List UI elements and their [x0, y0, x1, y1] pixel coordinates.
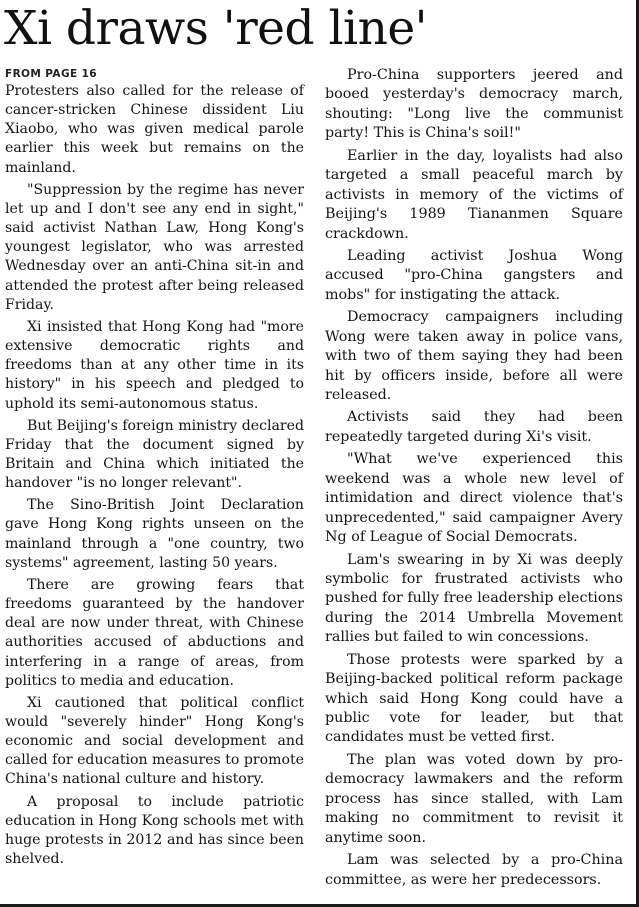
paragraph: Democracy campaigners including Wong were taken away in police vans, with two of them saying they had been hit by officers inside, before all were released. [325, 309, 623, 403]
paragraph: Xi insisted that Hong Kong had "more extensive democratic rights and freedoms than at any other time in its history" in his speech and pledged to uphold its semi-autonomous status. [5, 318, 304, 412]
paragraph: Activists said they had been repeatedly targeted during Xi's visit. [325, 409, 623, 445]
continued-from-label: FROM PAGE 16 [5, 68, 98, 80]
paragraph: "What we've experienced this weekend was a whole new level of intimidation and direct violence that's unprecedented," said campaigner Avery Ng of League of Social Democrats. [325, 451, 623, 546]
paragraph: Protesters also called for the release of cancer-stricken Chinese dissident Liu Xiaobo, who was given medical parole earlier this week but remains on the mainland. [5, 83, 304, 176]
paragraph: Leading activist Joshua Wong accused "pro-China gangsters and mobs" for instigating the attack. [325, 247, 623, 303]
paragraph: There are growing fears that freedoms guaranteed by the handover deal are now under threat, with Chinese authorities accused of abductions and interfering in a range of areas, from politics to media and education. [5, 576, 304, 689]
paragraph: The Sino-British Joint Declaration gave Hong Kong rights unseen on the mainland through a "one country, two systems" agreement, lasting 50 years. [5, 497, 304, 571]
right-column [325, 66, 623, 893]
headline: Xi draws 'red line' [4, 1, 428, 56]
paragraph: A proposal to include patriotic education in Hong Kong schools met with huge protests in 2012 and has since been shelved. [5, 793, 304, 868]
paragraph: The plan was voted down by pro-democracy lawmakers and the reform process has since stalled, with Lam making no commitment to revisit it anytime soon. [325, 751, 623, 846]
paragraph: Lam was selected by a pro-China committee, as were her predecessors. [325, 852, 623, 888]
paragraph: But Beijing's foreign ministry declared Friday that the document signed by Britain and China which initiated the handover "is no longer relevant". [5, 417, 305, 492]
paragraph: Lam's swearing in by Xi was deeply symbolic for frustrated activists who pushed for fully free leadership elections during the 2014 Umbrella Movement rallies but failed to win concessions. [325, 551, 623, 646]
paragraph: "Suppression by the regime has never let up and I don't see any end in sight," said activist Nathan Law, Hong Kong's youngest legislator, who was arrested Wednesday over an anti-China sit-in and attended the protest after being released Friday. [5, 181, 304, 313]
paragraph: Xi cautioned that political conflict would "severely hinder" Hong Kong's economic and social development and called for education measures to promote China's national culture and history. [5, 694, 304, 788]
left-column [5, 66, 304, 872]
paragraph: Those protests were sparked by a Beijing-backed political reform package which said Hong Kong could have a public vote for leader, but that candidates must be vetted first. [325, 651, 623, 746]
paragraph: Pro-China supporters jeered and booed yesterday's democracy march, shouting: "Long live the communist party! This is China's soil!" [325, 67, 623, 142]
paragraph: Earlier in the day, loyalists had also targeted a small peaceful march by activists in memory of the victims of Beijing's 1989 Tiananmen Square crackdown. [325, 147, 623, 242]
